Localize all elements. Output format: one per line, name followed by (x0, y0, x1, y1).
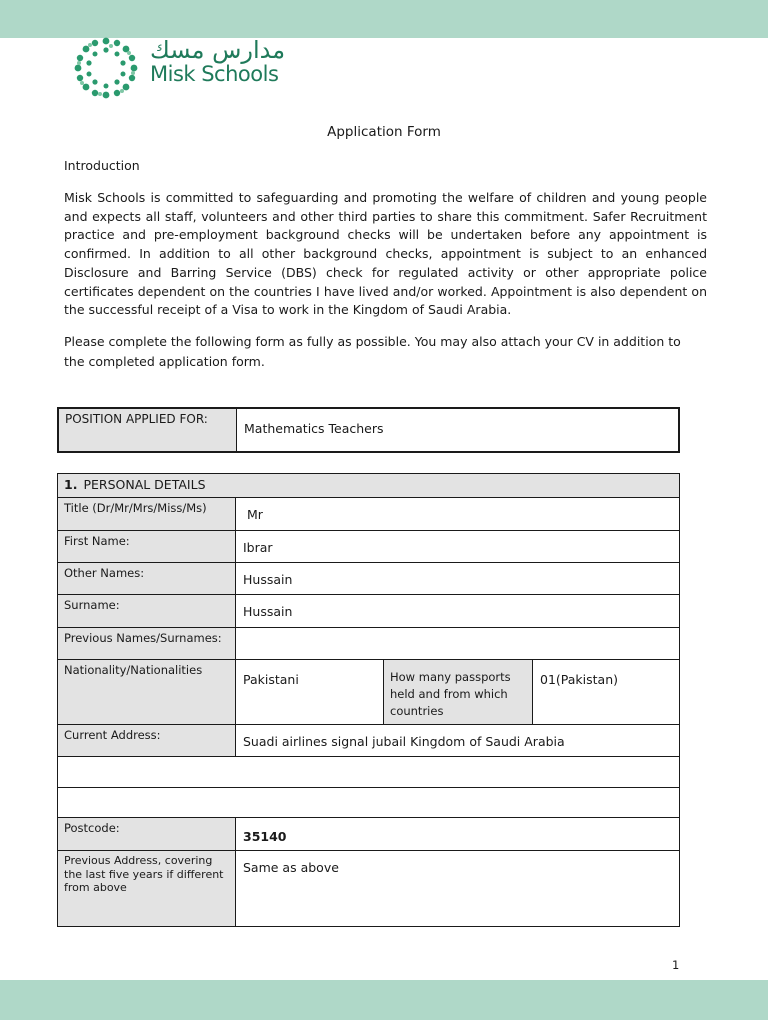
nationality-label: Nationality/Nationalities (58, 660, 236, 725)
surname-label: Surname: (58, 595, 236, 628)
first-name-label: First Name: (58, 531, 236, 563)
address-line-2-field[interactable] (58, 757, 680, 788)
section-number: 1. (64, 477, 78, 492)
postcode-label: Postcode: (58, 818, 236, 851)
logo-arabic-text: مدارس مسك (150, 36, 286, 64)
instructions-paragraph: Please complete the following form as fully as possible. You may also attach your CV in addition to the completed application form. (64, 334, 681, 369)
previous-names-field[interactable] (236, 628, 680, 660)
nationality-field[interactable]: Pakistani (236, 660, 384, 725)
previous-address-label: Previous Address, covering the last five years if different from above (58, 851, 236, 927)
logo-circle-icon (70, 36, 142, 100)
other-names-label: Other Names: (58, 563, 236, 595)
page-number: 1 (672, 958, 680, 972)
intro-paragraph: Misk Schools is committed to safeguarding and promoting the welfare of children and young people and expects all staff, volunteers and other third parties to share this commitment. Safer Recruitment practice and pre-employment background checks will be undertaken before any appointment is confirmed. In addition to all other background checks, appointment is subject to an enhanced Disclosure and Barring Service (DBS) check for regulated activity or other appropriate police certificates dependent on the countries I have lived and/or worked. Appointment is also dependent on the successful receipt of a Visa to work in the Kingdom of Saudi Arabia. (64, 190, 707, 318)
footer-band (0, 980, 768, 1020)
position-label: POSITION APPLIED FOR: (58, 408, 237, 452)
section-heading: PERSONAL DETAILS (83, 477, 206, 492)
header-band (0, 0, 768, 38)
postcode-field[interactable]: 35140 (236, 818, 680, 851)
position-table (57, 407, 680, 453)
other-names-field[interactable]: Hussain (236, 563, 680, 595)
current-address-label: Current Address: (58, 725, 236, 757)
title-field[interactable]: Mr (236, 498, 680, 531)
logo-english-text: Misk Schools (150, 62, 279, 86)
personal-details-header (58, 474, 680, 498)
title-label: Title (Dr/Mr/Mrs/Miss/Ms) (58, 498, 236, 531)
surname-field[interactable]: Hussain (236, 595, 680, 628)
passports-label: How many passports held and from which countries (384, 660, 533, 725)
page-title: Application Form (327, 124, 441, 140)
intro-heading: Introduction (64, 158, 140, 173)
address-line-3-field[interactable] (58, 788, 680, 818)
first-name-field[interactable]: Ibrar (236, 531, 680, 563)
previous-address-field[interactable]: Same as above (236, 851, 680, 927)
passports-field[interactable]: 01(Pakistan) (533, 660, 680, 725)
position-field[interactable]: Mathematics Teachers (237, 408, 680, 452)
previous-names-label: Previous Names/Surnames: (58, 628, 236, 660)
personal-details-table (57, 473, 680, 927)
misk-schools-logo (70, 36, 300, 100)
current-address-field[interactable]: Suadi airlines signal jubail Kingdom of Saudi Arabia (236, 725, 680, 757)
